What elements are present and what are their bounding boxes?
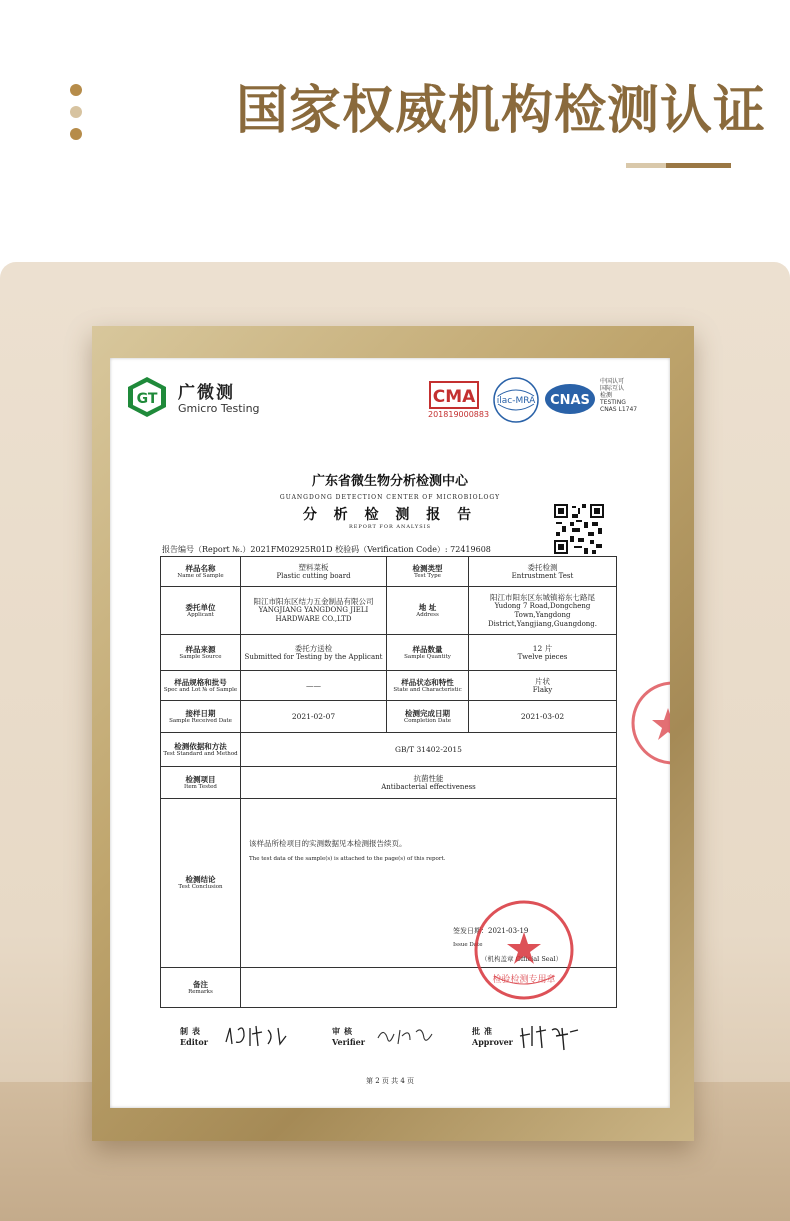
label-cell: [387, 701, 469, 733]
seal-text: 检验检测专用章: [492, 975, 556, 985]
certificate-document: [110, 358, 670, 1108]
label-cell: [387, 587, 469, 635]
label-cell: [161, 701, 241, 733]
value-en: Entrustment Test: [511, 571, 574, 580]
label-en: Sample Source: [179, 653, 222, 660]
label-cn: 检测完成日期: [405, 708, 450, 718]
value-cell: [241, 733, 617, 767]
value-cn: 阳江市阳东区结力五金制品有限公司: [253, 597, 374, 606]
table-row: [161, 767, 617, 799]
report-number-line: 报告编号（Report №.）2021FM02925R01D 校验码（Verification Code）: 72419608: [162, 545, 491, 554]
label-en: Spec and Lot № of Sample: [163, 686, 238, 693]
title-underline-dark: [666, 163, 731, 168]
cnas-note-line: TESTING: [600, 399, 626, 406]
value-cell: [469, 635, 617, 671]
label-cn: 样品规格和批号: [174, 677, 227, 687]
value-cn: 阳江市阳东区东城镇裕东七路尾: [490, 592, 595, 602]
dot-2: [70, 106, 82, 118]
label-en: Name of Sample: [177, 572, 224, 579]
label-en: Sample Received Date: [169, 717, 232, 724]
value-cell: [469, 557, 617, 587]
value-cell: [469, 671, 617, 701]
table-row: [161, 587, 617, 635]
conclusion-text-en: The test data of the sample(s) is attached to the page(s) of this report.: [249, 856, 446, 862]
label-cell: [161, 968, 241, 1008]
partial-seal-icon: [628, 678, 670, 768]
value-cn: 委托检测: [527, 562, 558, 572]
report-title-cn: 分 析 检 测 报 告: [302, 507, 478, 523]
value: 2021-03-02: [520, 712, 565, 721]
table-row: [161, 671, 617, 701]
label-cell: [387, 635, 469, 671]
value-en: Yudong 7 Road,Dongcheng Town,Yangdong District,Yangjiang,Guangdong.: [487, 601, 597, 628]
label-en: Test Conclusion: [178, 884, 223, 890]
value-cell: [241, 701, 387, 733]
table-row: [161, 557, 617, 587]
editor-label-en: Editor: [180, 1037, 208, 1047]
label-cn: 检测类型: [412, 563, 443, 573]
svg-text:ilac-MRA: ilac-MRA: [496, 396, 536, 406]
cnas-logo-icon: [544, 382, 596, 416]
label-en: Address: [416, 611, 439, 618]
value-en: YANGJIANG YANGDONG JIELI HARDWARE CO.,LTD: [258, 606, 369, 623]
label-cn: 接样日期: [185, 708, 216, 718]
editor-signature: [180, 1026, 208, 1047]
value-cn: 12 片: [532, 643, 553, 653]
svg-text:CNAS: CNAS: [550, 393, 590, 408]
qr-code-icon: [554, 504, 604, 554]
page-title: 国家权威机构检测认证: [236, 81, 767, 141]
verifier-label-en: Verifier: [332, 1037, 365, 1047]
label-cn: 委托单位: [185, 602, 216, 612]
label-cell: [161, 671, 241, 701]
label-cn: 检测项目: [185, 774, 216, 784]
cnas-note-line: 国际互认: [600, 385, 625, 392]
page-number: 第 2 页 共 4 页: [365, 1077, 415, 1085]
cnas-note: [600, 378, 660, 413]
verifier-label-cn: 审核: [332, 1026, 356, 1036]
value-cn: 抗菌性能: [413, 773, 444, 783]
label-cell: [161, 587, 241, 635]
label-en: Remarks: [188, 988, 213, 995]
cnas-note-line: 中国认可: [600, 378, 625, 385]
label-cell: [387, 671, 469, 701]
label-en: Item Tested: [184, 783, 217, 790]
table-row: [161, 635, 617, 671]
value-cell: [241, 587, 387, 635]
value-en: Antibacterial effectiveness: [381, 782, 476, 791]
table-row: [161, 701, 617, 733]
label-cn: 检测依据和方法: [174, 741, 227, 751]
center-name-cn: 广东省微生物分析检测中心: [311, 474, 468, 489]
seal-note: （机构盖章 Official Seal）: [481, 955, 563, 963]
value-cn: 塑料菜板: [298, 562, 329, 572]
cma-number: 201819000883: [428, 410, 490, 419]
verifier-signature-scribble: [374, 1022, 438, 1048]
value-cn: 片状: [535, 676, 550, 686]
center-name-en: GUANGDONG DETECTION CENTER OF MICROBIOLOGY: [279, 494, 501, 501]
value-cell: [241, 635, 387, 671]
value: 2021-02-07: [291, 712, 336, 721]
ilac-mra-icon: [492, 376, 540, 424]
label-cell: [161, 733, 241, 767]
title-underline-light: [626, 163, 666, 168]
report-title-en: REPORT FOR ANALYSIS: [348, 524, 432, 530]
label-en: Applicant: [187, 611, 214, 618]
label-cell: [161, 557, 241, 587]
value-en: Twelve pieces: [517, 652, 568, 661]
label-cell: [161, 799, 241, 968]
table-row: [161, 733, 617, 767]
lab-name-cn: 广微测: [178, 383, 235, 403]
approver-signature-scribble: [518, 1022, 582, 1052]
certificate-frame: [92, 326, 694, 1141]
value: ——: [306, 681, 321, 690]
label-cn: 样品状态和特性: [401, 677, 454, 687]
conclusion-text-cn: 该样品所检项目的实测数据见本检测报告续页。: [249, 839, 407, 848]
label-cell: [161, 635, 241, 671]
editor-label-cn: 制表: [180, 1026, 204, 1036]
lab-name-en: Gmicro Testing: [178, 402, 260, 415]
issue-date: 签发日期：2021-03-19: [453, 927, 529, 935]
label-en: Test Type: [414, 572, 441, 579]
value: GB/T 31402-2015: [395, 745, 462, 754]
cnas-note-line: CNAS L1747: [600, 406, 638, 413]
decorative-dots: [70, 84, 84, 150]
issue-date-en: Issue Date: [453, 942, 483, 948]
svg-text:CMA: CMA: [432, 387, 476, 407]
approver-label-en: Approver: [472, 1037, 513, 1047]
label-cell: [161, 767, 241, 799]
value-cell: [469, 587, 617, 635]
dot-1: [70, 84, 82, 96]
verifier-signature: [332, 1026, 365, 1047]
value-en: Submitted for Testing by the Applicant: [244, 652, 383, 661]
value-en: Plastic cutting board: [276, 571, 351, 580]
approver-signature: [472, 1026, 513, 1047]
label-cn: 备注: [193, 979, 208, 989]
label-en: Sample Quantity: [404, 653, 451, 660]
value-cell: [241, 557, 387, 587]
value-cell: [241, 767, 617, 799]
gmicro-logo-icon: [126, 376, 168, 418]
label-en: Completion Date: [404, 717, 451, 724]
value-cn: 委托方送检: [294, 643, 333, 653]
label-cn: 样品来源: [185, 644, 216, 654]
label-cell: [387, 557, 469, 587]
value-cell: [241, 671, 387, 701]
cnas-note-line: 检测: [600, 392, 613, 399]
label-cn: 样品数量: [412, 644, 443, 654]
dot-3: [70, 128, 82, 140]
editor-signature-scribble: [222, 1022, 292, 1050]
label-en: State and Characteristic: [393, 686, 462, 693]
value-cell: [469, 701, 617, 733]
label-cn: 地 址: [418, 602, 437, 612]
value-en: Flaky: [532, 685, 553, 694]
approver-label-cn: 批准: [472, 1026, 496, 1036]
svg-text:GT: GT: [136, 391, 158, 407]
label-en: Test Standard and Method: [163, 750, 238, 757]
label-cn: 检测结论: [185, 875, 216, 884]
label-cn: 样品名称: [185, 563, 216, 573]
official-seal-icon: [472, 898, 576, 1002]
